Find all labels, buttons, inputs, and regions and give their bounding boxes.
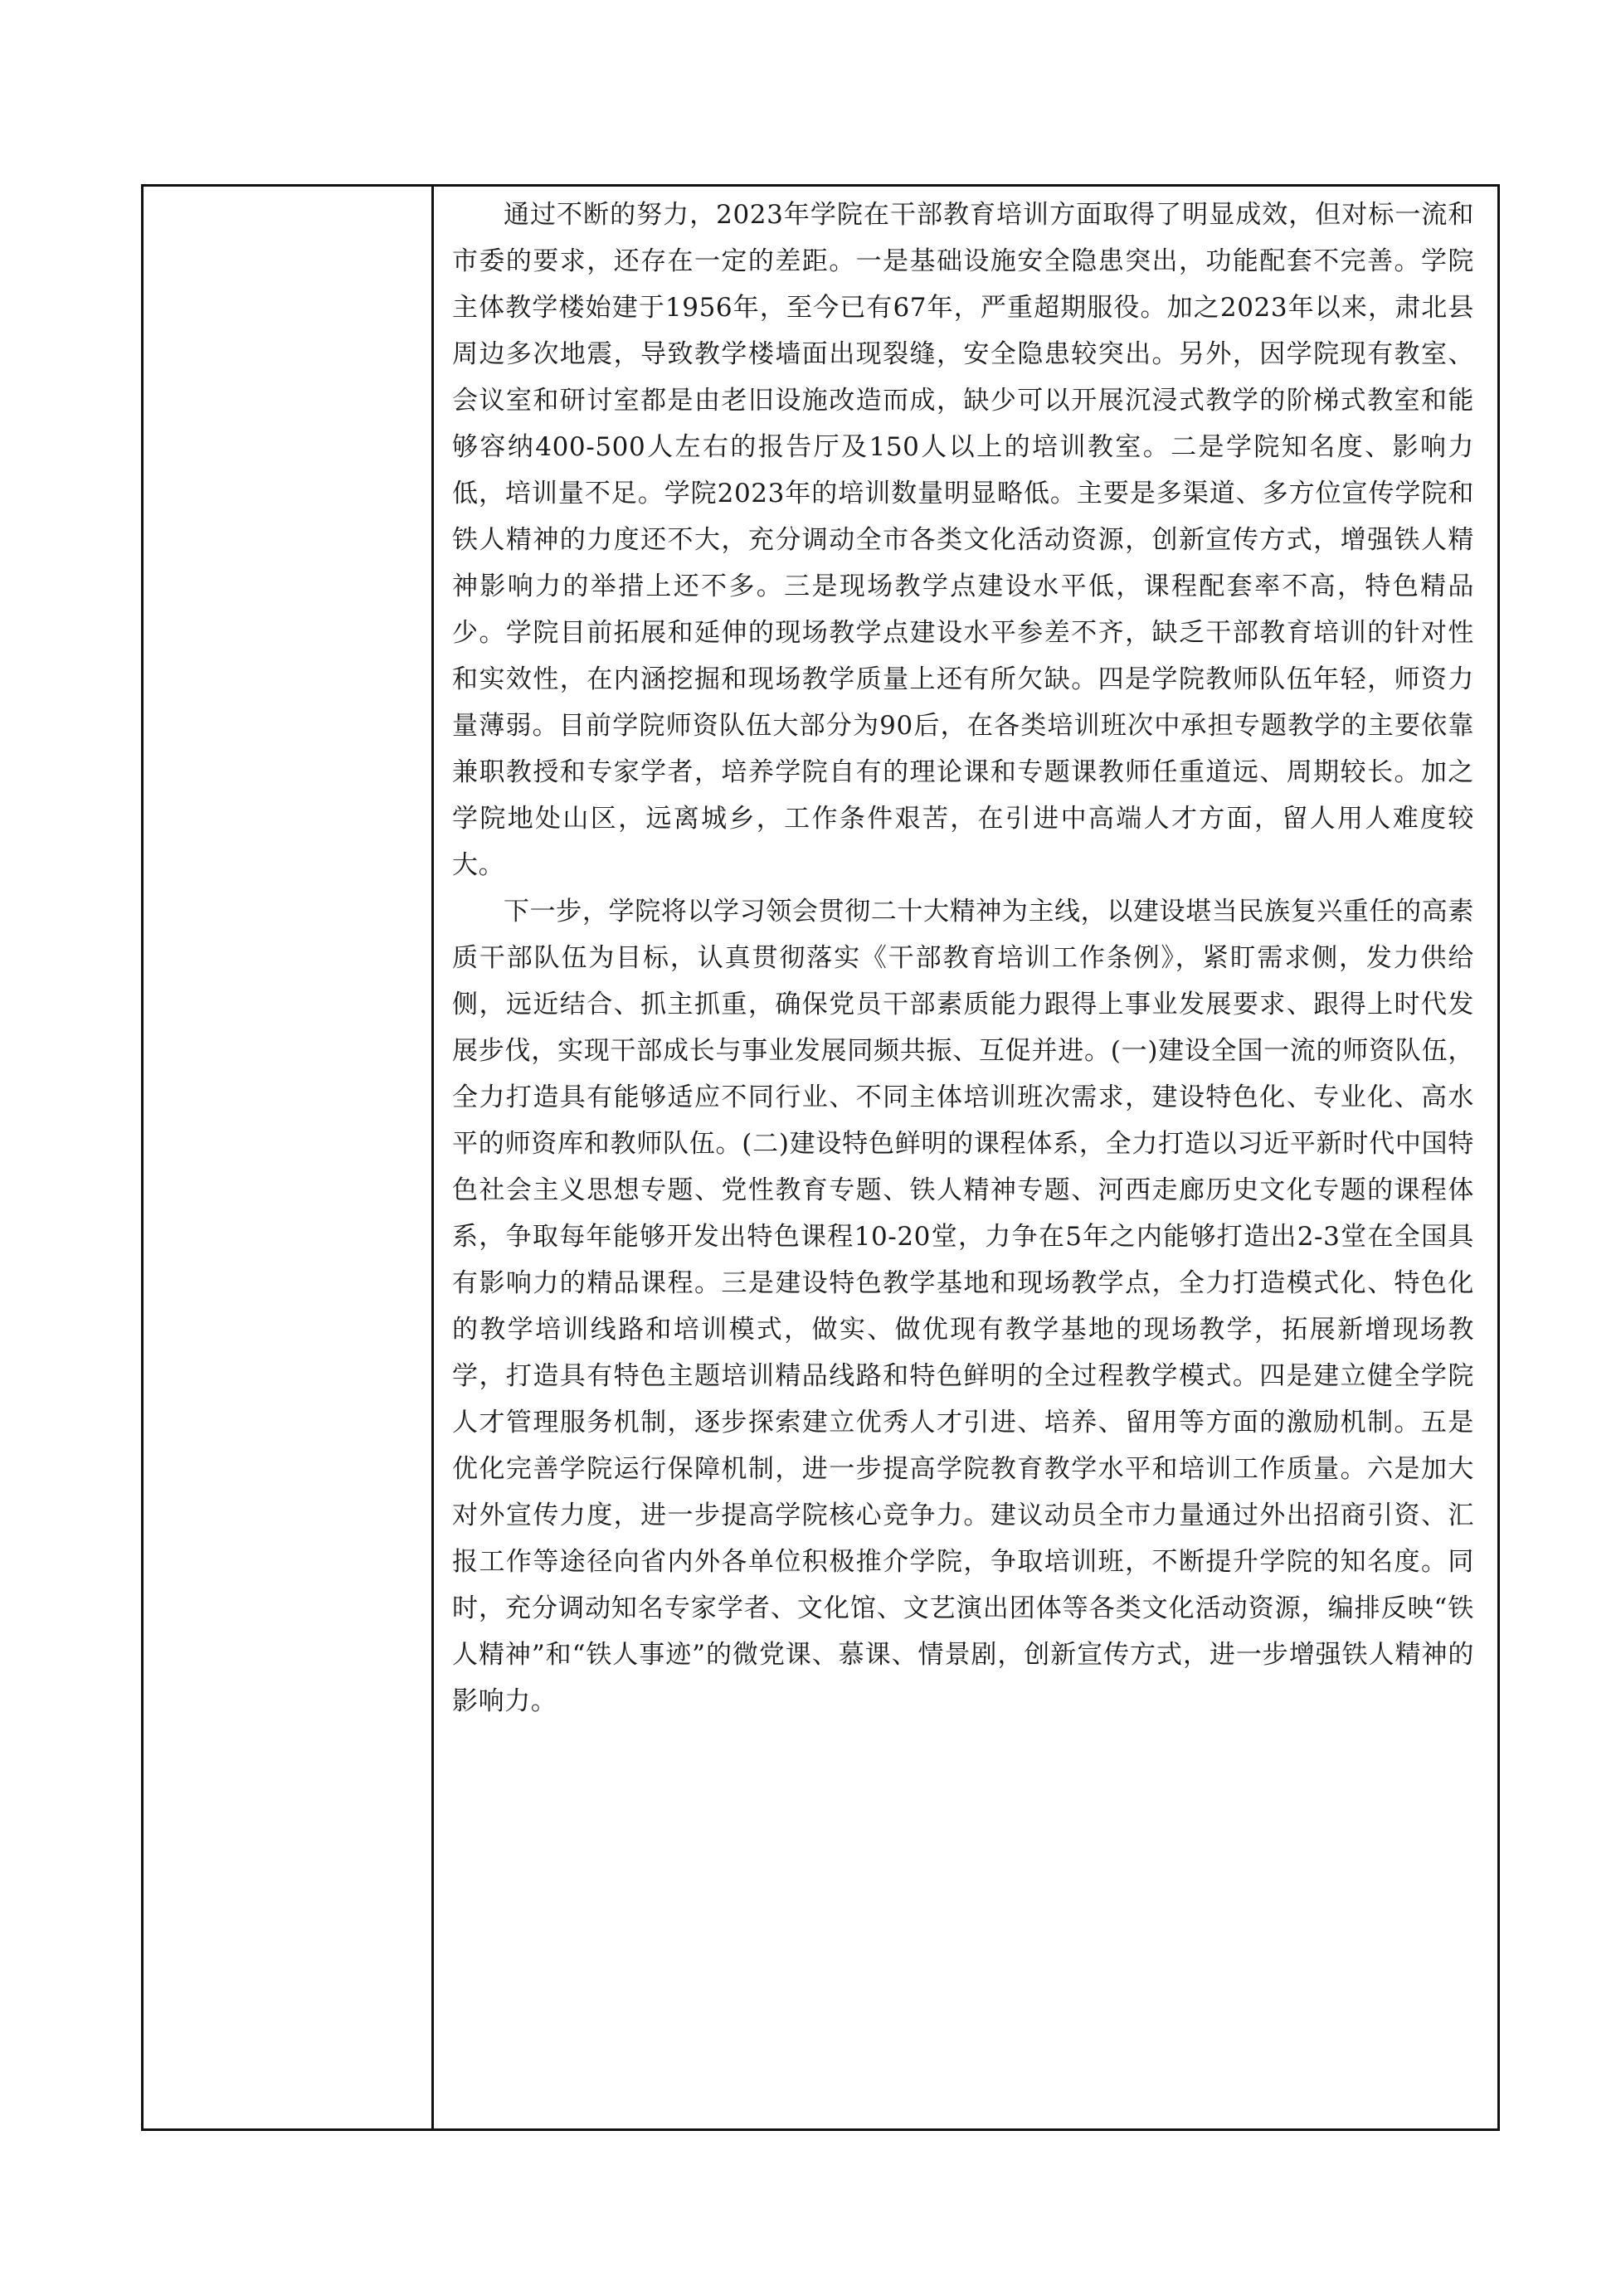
body-paragraph-1: 通过不断的努力，2023年学院在干部教育培训方面取得了明显成效，但对标一流和市委的要求，还存在一定的差距。一是基础设施安全隐患突出，功能配套不完善。学院主体教学楼始建于1956年，至今已有67年，严重超期服役。加之2023年以来，肃北县周边多次地震，导致教学楼墙面出现裂缝，安全隐患较突出。另外，因学院现有教室、会议室和研讨室都是由老旧设施改造而成，缺少可以开展沉浸式教学的阶梯式教室和能够容纳400-500人左右的报告厅及150人以上的培训教室。二是学院知名度、影响力低，培训量不足。学院2023年的培训数量明显略低。主要是多渠道、多方位宣传学院和铁人精神的力度还不大，充分调动全市各类文化活动资源，创新宣传方式，增强铁人精神影响力的举措上还不多。三是现场教学点建设水平低，课程配套率不高，特色精品少。学院目前拓展和延伸的现场教学点建设水平参差不齐，缺乏干部教育培训的针对性和实效性，在内涵挖掘和现场教学质量上还有所欠缺。四是学院教师队伍年轻，师资力量薄弱。目前学院师资队伍大部分为90后，在各类培训班次中承担专题教学的主要依靠兼职教授和专家学者，培养学院自有的理论课和专题课教师任重道远、周期较长。加之学院地处山区，远离城乡，工作条件艰苦，在引进中高端人才方面，留人用人难度较大。 [452,200,1474,880]
form-table [141,184,1500,2131]
content-cell [434,187,1497,2128]
label-column [144,187,434,2128]
body-paragraph-2: 下一步，学院将以学习领会贯彻二十大精神为主线，以建设堪当民族复兴重任的高素质干部队伍为目标，认真贯彻落实《干部教育培训工作条例》，紧盯需求侧，发力供给侧，远近结合、抓主抓重，确保党员干部素质能力跟得上事业发展要求、跟得上时代发展步伐，实现干部成长与事业发展同频共振、互促并进。(一)建设全国一流的师资队伍，全力打造具有能够适应不同行业、不同主体培训班次需求，建设特色化、专业化、高水平的师资库和教师队伍。(二)建设特色鲜明的课程体系，全力打造以习近平新时代中国特色社会主义思想专题、党性教育专题、铁人精神专题、河西走廊历史文化专题的课程体系，争取每年能够开发出特色课程10-20堂，力争在5年之内能够打造出2-3堂在全国具有影响力的精品课程。三是建设特色教学基地和现场教学点，全力打造模式化、特色化的教学培训线路和培训模式，做实、做优现有教学基地的现场教学，拓展新增现场教学，打造具有特色主题培训精品线路和特色鲜明的全过程教学模式。四是建立健全学院人才管理服务机制，逐步探索建立优秀人才引进、培养、留用等方面的激励机制。五是优化完善学院运行保障机制，进一步提高学院教育教学水平和培训工作质量。六是加大对外宣传力度，进一步提高学院核心竞争力。建议动员全市力量通过外出招商引资、汇报工作等途径向省内外各单位积极推介学院，争取培训班，不断提升学院的知名度。同时，充分调动知名专家学者、文化馆、文艺演出团体等各类文化活动资源，编排反映“铁人精神”和“铁人事迹”的微党课、慕课、情景剧，创新宣传方式，进一步增强铁人精神的影响力。 [452,897,1474,1716]
